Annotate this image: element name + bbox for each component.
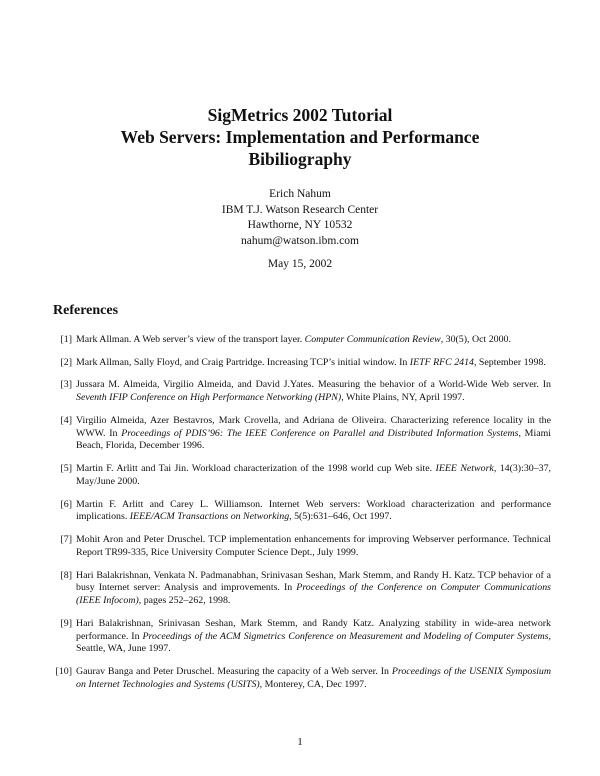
reference-venue: IEEE Network <box>435 463 494 475</box>
reference-item <box>51 666 551 692</box>
reference-item <box>51 379 551 405</box>
author-email: nahum@watson.ibm.com <box>241 234 359 247</box>
reference-number: [1] <box>60 334 72 345</box>
author-name: Erich Nahum <box>269 188 331 200</box>
reference-text-segment: Hari Balakrishnan, Srinivasan Seshan, Mark Stemm, and Randy Katz. Analyzing stability in wide-area network performance. In <box>76 617 551 642</box>
reference-text-segment: Martin F. Arlitt and Tai Jin. Workload characterization of the 1998 world cup Web site. <box>76 463 436 475</box>
reference-list <box>51 334 551 702</box>
reference-venue: Seventh IFIP Conference on High Performance Networking (HPN) <box>76 392 342 404</box>
author-block <box>0 187 600 249</box>
reference-text <box>76 666 551 690</box>
reference-text-segment: , 30(5), Oct 2000. <box>440 334 511 345</box>
reference-venue: IEEE/ACM Transactions on Networking <box>129 511 290 523</box>
reference-item <box>51 534 551 560</box>
reference-text-segment: , 14(3):30–37, May/June 2000. <box>76 463 551 487</box>
reference-item <box>51 415 551 453</box>
reference-item <box>51 570 551 608</box>
reference-number: [6] <box>60 498 72 510</box>
reference-text <box>76 499 551 523</box>
reference-number: [4] <box>60 414 72 426</box>
document-type-title: Bibiliography <box>248 149 352 169</box>
reference-text-segment: , White Plains, NY, April 1997. <box>341 392 465 404</box>
reference-text <box>76 379 551 403</box>
reference-venue: Proceedings of the USENIX Symposium on Internet Technologies and Systems (USITS) <box>76 666 551 690</box>
reference-venue: Proceedings of PDIS’96: The IEEE Conference on Parallel and Distributed Information Systems <box>121 427 519 439</box>
tutorial-title: SigMetrics 2002 Tutorial <box>207 105 393 125</box>
reference-venue: Proceedings of the Conference on Computer Communications (IEEE Infocom) <box>76 582 551 607</box>
reference-number: [5] <box>60 463 72 475</box>
reference-text <box>76 570 551 607</box>
reference-text-segment: Hari Balakrishnan, Venkata N. Padmanabhan, Srinivasan Seshan, Mark Stemm, and Randy H. Katz. TCP behavior of a busy Internet server: Analysis and improvements. In <box>76 569 551 594</box>
reference-text <box>76 415 551 452</box>
reference-text-segment: , Monterey, CA, Dec 1997. <box>259 678 367 690</box>
page-number: 1 <box>297 736 303 748</box>
references-heading: References <box>53 303 119 318</box>
reference-text-segment: Jussara M. Almeida, Virgilio Almeida, and David J.Yates. Measuring the behavior of a World-Wide Web server. In <box>76 379 551 391</box>
reference-text <box>76 534 551 558</box>
reference-text-segment: Virgilio Almeida, Azer Bestavros, Mark Crovella, and Adriana de Oliveira. Characterizing reference locality in the WWW. In <box>76 414 551 439</box>
reference-text-segment: , Miami Beach, Florida, December 1996. <box>76 427 552 452</box>
reference-venue: IETF RFC 2414 <box>409 356 474 368</box>
document-date: May 15, 2002 <box>267 258 333 270</box>
reference-number: [10] <box>55 666 72 678</box>
reference-text-segment: Mark Allman. A Web server’s view of the transport layer. <box>76 334 305 345</box>
reference-text <box>76 463 551 487</box>
reference-text <box>76 618 551 655</box>
author-location: Hawthorne, NY 10532 <box>247 219 353 231</box>
reference-venue: Computer Communication Review <box>304 334 441 345</box>
reference-text-segment: , 5(5):631–646, Oct 1997. <box>289 511 392 523</box>
paper-title: Web Servers: Implementation and Performance <box>120 127 480 147</box>
reference-number: [7] <box>60 534 72 546</box>
title-block <box>0 104 600 170</box>
author-affiliation: IBM T.J. Watson Research Center <box>221 203 379 216</box>
reference-text <box>76 334 511 345</box>
reference-text-segment: Mohit Aron and Peter Druschel. TCP implementation enhancements for improving Webserver performance. Technical Report TR99-335, Rice University Computer Science Dept., July 1999. <box>76 534 551 558</box>
reference-text-segment: , pages 252–262, 1998. <box>138 595 231 607</box>
reference-number: [2] <box>60 356 72 368</box>
reference-number: [8] <box>60 569 72 581</box>
reference-text-segment: , September 1998. <box>473 356 546 368</box>
reference-venue: Proceedings of the ACM Sigmetrics Conference on Measurement and Modeling of Computer Systems <box>142 630 549 642</box>
reference-text-segment: Mark Allman, Sally Floyd, and Craig Partridge. Increasing TCP’s initial window. In <box>76 356 410 368</box>
reference-item <box>51 499 551 525</box>
reference-item <box>51 618 551 656</box>
reference-text-segment: Gaurav Banga and Peter Druschel. Measuring the capacity of a Web server. In <box>76 666 392 678</box>
reference-item <box>51 357 551 370</box>
reference-text <box>76 357 546 368</box>
reference-item <box>51 463 551 489</box>
reference-text-segment: Martin F. Arlitt and Carey L. Williamson. Internet Web servers: Workload characterization and performance implications. <box>76 498 551 523</box>
reference-item <box>51 334 551 347</box>
reference-number: [3] <box>60 379 72 391</box>
reference-number: [9] <box>60 617 72 629</box>
reference-text-segment: , Seattle, WA, June 1997. <box>76 630 551 655</box>
